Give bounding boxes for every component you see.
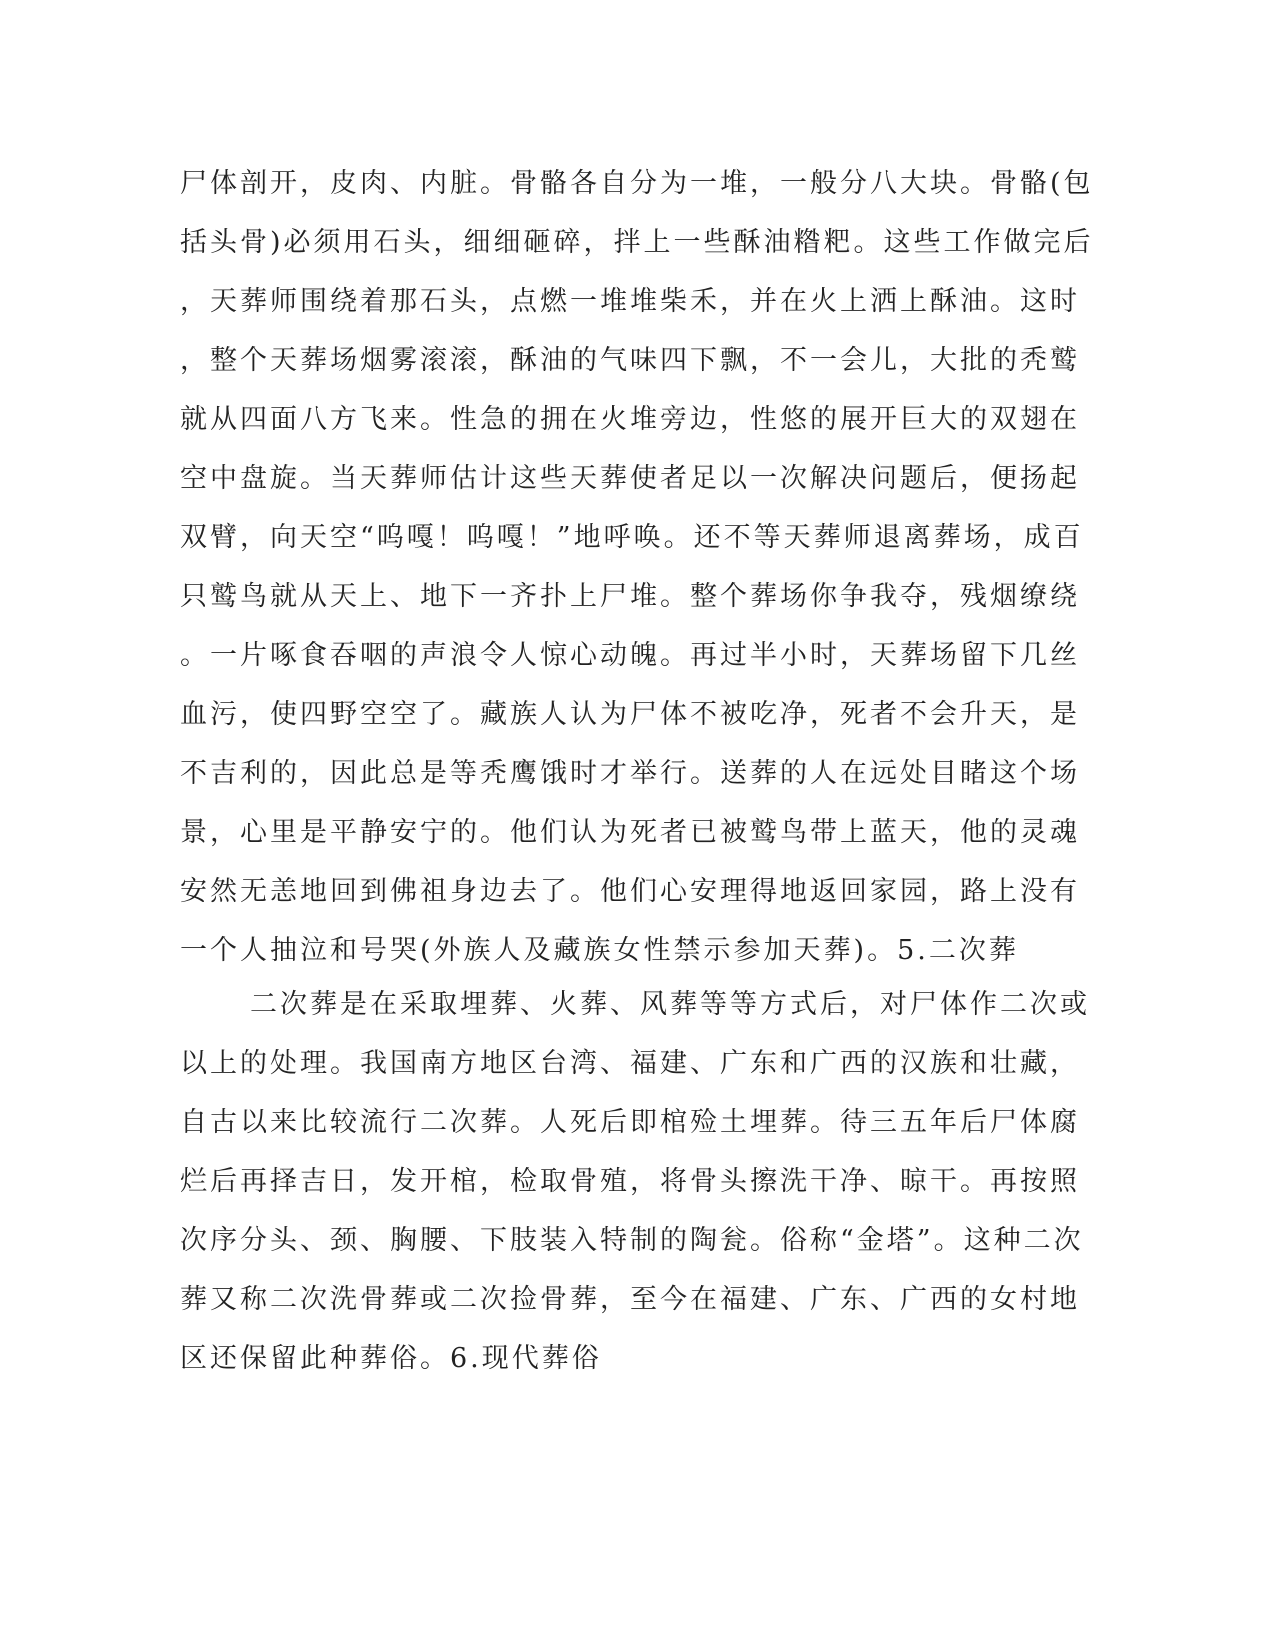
text-line: 以上的处理。我国南方地区台湾、福建、广东和广西的汉族和壮藏， (180, 1048, 1080, 1079)
text-line: 次序分头、颈、胸腰、下肢装入特制的陶瓮。俗称“金塔”。这种二次 (180, 1225, 1084, 1256)
text-line: ，天葬师围绕着那石头，点燃一堆堆柴禾，并在火上洒上酥油。这时 (180, 286, 1080, 317)
paragraph-sky-burial (180, 154, 1094, 980)
text-line: 一个人抽泣和号哭(外族人及藏族女性禁示参加天葬)。5.二次葬 (180, 935, 1019, 966)
text-line: 烂后再择吉日，发开棺，检取骨殖，将骨头擦洗干净、晾干。再按照 (180, 1166, 1080, 1197)
text-line: 。一片啄食吞咽的声浪令人惊心动魄。再过半小时，天葬场留下几丝 (180, 640, 1080, 671)
text-line: 二次葬是在采取埋葬、火葬、风葬等等方式后，对尸体作二次或 (250, 989, 1090, 1020)
text-line: 血污，使四野空空了。藏族人认为尸体不被吃净，死者不会升天，是 (180, 699, 1080, 730)
text-line: 双臂，向天空“呜嘎！呜嘎！”地呼唤。还不等天葬师退离葬场，成百 (180, 522, 1084, 553)
text-line: 景，心里是平静安宁的。他们认为死者已被鹫鸟带上蓝天，他的灵魂 (180, 817, 1080, 848)
text-line: 尸体剖开，皮肉、内脏。骨骼各自分为一堆，一般分八大块。骨骼(包 (180, 168, 1094, 199)
text-line: ，整个天葬场烟雾滚滚，酥油的气味四下飘，不一会儿，大批的秃鹫 (180, 345, 1080, 376)
text-line: 就从四面八方飞来。性急的拥在火堆旁边，性悠的展开巨大的双翅在 (180, 404, 1080, 435)
text-line: 安然无恙地回到佛祖身边去了。他们心安理得地返回家园，路上没有 (180, 876, 1080, 907)
text-line: 区还保留此种葬俗。6.现代葬俗 (180, 1343, 602, 1374)
text-line: 自古以来比较流行二次葬。人死后即棺殓土埋葬。待三五年后尸体腐 (180, 1107, 1080, 1138)
text-line: 只鹫鸟就从天上、地下一齐扑上尸堆。整个葬场你争我夺，残烟缭绕 (180, 581, 1080, 612)
text-line: 不吉利的，因此总是等秃鹰饿时才举行。送葬的人在远处目睹这个场 (180, 758, 1080, 789)
text-line: 葬又称二次洗骨葬或二次捡骨葬，至今在福建、广东、广西的女村地 (180, 1284, 1080, 1315)
paragraph-secondary-burial (180, 975, 1090, 1388)
text-line: 括头骨)必须用石头，细细砸碎，拌上一些酥油糌粑。这些工作做完后 (180, 227, 1094, 258)
text-line: 空中盘旋。当天葬师估计这些天葬使者足以一次解决问题后，便扬起 (180, 463, 1080, 494)
